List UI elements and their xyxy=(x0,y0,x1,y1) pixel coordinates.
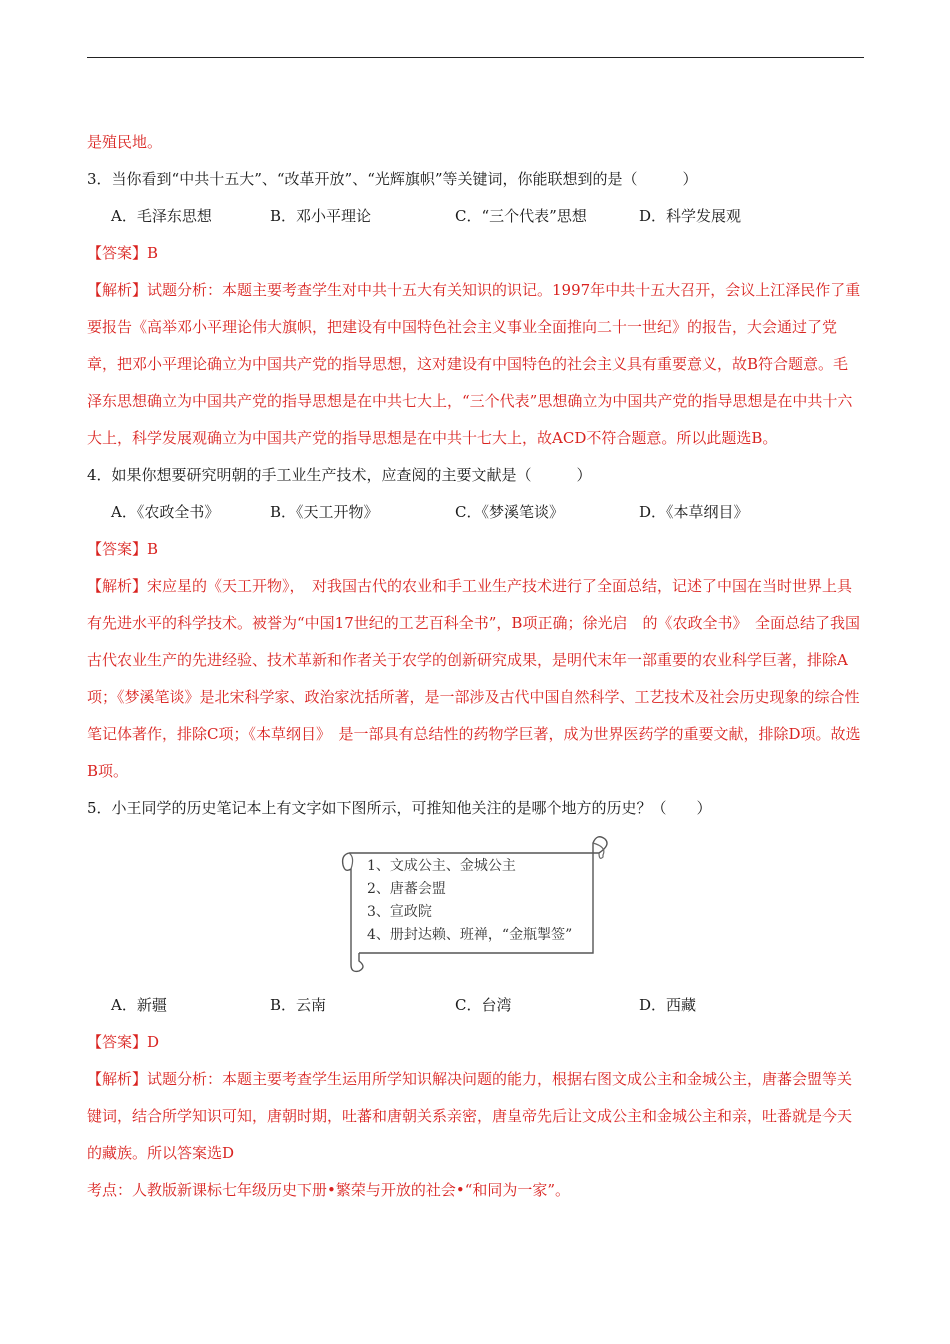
q3-options xyxy=(87,198,863,235)
q3-analysis-label: 【解析】 xyxy=(87,281,148,299)
q3-answer xyxy=(87,235,863,272)
q5-answer-label: 【答案】 xyxy=(87,1033,148,1051)
q3-option-d: D．科学发展观 xyxy=(639,207,742,225)
q4-analysis xyxy=(87,568,863,790)
top-continuation: 是殖民地。 xyxy=(87,133,163,151)
q5-question: 5．小王同学的历史笔记本上有文字如下图所示，可推知他关注的是哪个地方的历史？（ ） xyxy=(87,799,712,817)
q3-option-c: C．“三个代表”思想 xyxy=(455,207,587,225)
q4-answer-label: 【答案】 xyxy=(87,540,148,558)
q3-answer-value: B xyxy=(147,244,159,262)
q4-answer-value: B xyxy=(147,540,159,558)
q4-answer xyxy=(87,531,863,568)
q4-analysis-text: 宋应星的《天工开物》， 对我国古代的农业和手工业生产技术进行了全面总结，记述了中国在当时世界上具有先进水平的科学技术。被誉为“中国17世纪的工艺百科全书”，B项正确；徐光启 的《农政全书》 全面总结了我国古代农业生产的先进经验、技术革新和作者关于农学的创新研究成果，是明代末年一部重要的农业科学巨著，排除A项；《梦溪笔谈》是北宋科学家、政治家沈括所著，是一部涉及古代中国自然科学、工艺技术及社会历史现象的综合性笔记体著作，排除C项；《本草纲目》 是一部具有总结性的药物学巨著，成为世界医药学的重要文献，排除D项。故选B项。 xyxy=(87,577,861,780)
q5-answer xyxy=(87,1024,863,1061)
q3-option-a: A．毛泽东思想 xyxy=(111,207,212,225)
q4-question: 4．如果你想要研究明朝的手工业生产技术，应查阅的主要文献是（ ） xyxy=(87,466,592,484)
q4-analysis-label: 【解析】 xyxy=(87,577,148,595)
q5-option-a: A．新疆 xyxy=(111,996,167,1014)
scroll-text xyxy=(367,855,572,947)
q4-option-c: C．《梦溪笔谈》 xyxy=(455,503,564,521)
q5-options xyxy=(87,987,863,1024)
q5-figure xyxy=(87,827,863,987)
q5-analysis-label: 【解析】 xyxy=(87,1070,148,1088)
scroll-line-4: 4、册封达赖、班禅，“金瓶掣签” xyxy=(367,927,573,943)
scroll-line-1: 1、文成公主、金城公主 xyxy=(367,858,516,874)
q3-analysis-text: 试题分析：本题主要考查学生对中共十五大有关知识的识记。1997年中共十五大召开，会议上江泽民作了重要报告《高举邓小平理论伟大旗帜，把建设有中国特色社会主义事业全面推向二十一世纪》的报告，大会通过了党章，把邓小平理论确立为中国共产党的指导思想，这对建设有中国特色的社会主义具有重要意义，故B符合题意。毛泽东思想确立为中国共产党的指导思想是在中共七大上，“三个代表”思想确立为中国共产党的指导思想是在中共十六大上，科学发展观确立为中国共产党的指导思想是在中共十七大上，故ACD不符合题意。所以此题选B。 xyxy=(87,281,861,447)
q4-option-a: A．《农政全书》 xyxy=(111,503,220,521)
q5-option-d: D．西藏 xyxy=(639,996,697,1014)
q3-analysis xyxy=(87,272,863,457)
q4-option-d: D．《本草纲目》 xyxy=(639,503,749,521)
q4-option-b: B．《天工开物》 xyxy=(270,503,379,521)
q3-option-b: B．邓小平理论 xyxy=(270,207,372,225)
scroll-line-2: 2、唐蕃会盟 xyxy=(367,881,446,897)
notebook-scroll-image xyxy=(337,835,619,975)
document-body xyxy=(87,124,863,1209)
q5-option-b: B．云南 xyxy=(270,996,327,1014)
q4-options xyxy=(87,494,863,531)
header-rule xyxy=(87,57,864,58)
scroll-line-3: 3、宣政院 xyxy=(367,904,432,920)
q5-analysis-text: 试题分析：本题主要考查学生运用所学知识解决问题的能力，根据右图文成公主和金城公主，唐蕃会盟等关键词，结合所学知识可知，唐朝时期，吐蕃和唐朝关系亲密，唐皇帝先后让文成公主和金城公主和亲，吐番就是今天的藏族。所以答案选D xyxy=(87,1070,853,1162)
q5-answer-value: D xyxy=(147,1033,160,1051)
q3-answer-label: 【答案】 xyxy=(87,244,148,262)
q5-option-c: C．台湾 xyxy=(455,996,512,1014)
q5-analysis xyxy=(87,1061,863,1172)
q5-kaodian: 考点：人教版新课标七年级历史下册•繁荣与开放的社会•“和同为一家”。 xyxy=(87,1181,571,1199)
q3-question: 3．当你看到“中共十五大”、“改革开放”、“光辉旗帜”等关键词，你能联想到的是（ ） xyxy=(87,170,698,188)
